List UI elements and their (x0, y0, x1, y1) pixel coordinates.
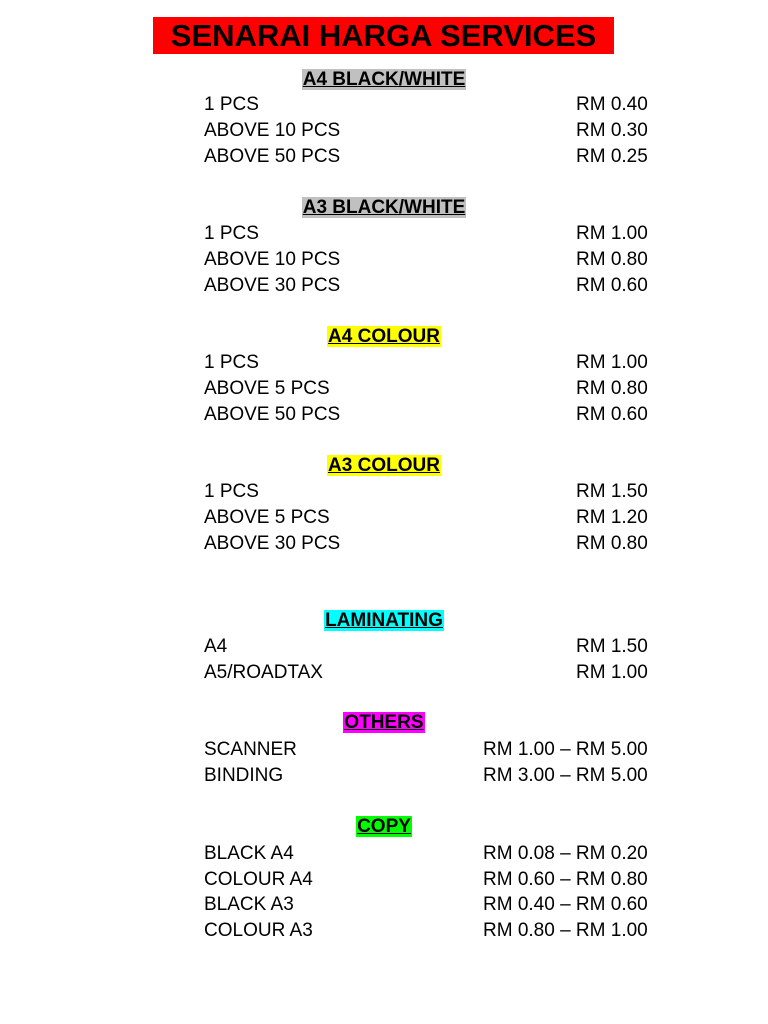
section-heading-label: A4 COLOUR (328, 326, 440, 347)
item-label: COLOUR A4 (204, 869, 313, 890)
section-heading-label: A3 BLACK/WHITE (302, 197, 466, 218)
item-price: RM 0.80 (576, 533, 648, 554)
item-price: RM 0.25 (576, 146, 648, 167)
section-heading-label: OTHERS (344, 712, 424, 733)
section-heading-a3-bw (0, 197, 768, 219)
page-title: SENARAI HARGA SERVICES (153, 17, 614, 54)
item-price: RM 1.00 (576, 352, 648, 373)
section-heading-a4-bw (0, 69, 768, 91)
section-heading-copy (0, 816, 768, 838)
item-price: RM 1.00 (576, 662, 648, 683)
item-price: RM 0.60 (576, 275, 648, 296)
item-price: RM 0.80 (576, 378, 648, 399)
item-label: SCANNER (204, 739, 297, 760)
item-label: ABOVE 5 PCS (204, 378, 330, 399)
section-heading-label: COPY (357, 816, 411, 837)
item-label: BLACK A4 (204, 843, 294, 864)
item-label: COLOUR A3 (204, 920, 313, 941)
item-label: ABOVE 30 PCS (204, 275, 341, 296)
item-label: 1 PCS (204, 94, 259, 115)
item-label: BLACK A3 (204, 894, 294, 915)
section-heading-label: A3 COLOUR (328, 455, 440, 476)
item-price: RM 1.20 (576, 507, 648, 528)
section-heading-label: LAMINATING (325, 610, 443, 631)
item-price: RM 1.00 (576, 223, 648, 244)
item-price: RM 0.40 – RM 0.60 (483, 894, 648, 915)
item-label: ABOVE 5 PCS (204, 507, 330, 528)
item-price: RM 0.40 (576, 94, 648, 115)
section-heading-label: A4 BLACK/WHITE (302, 69, 466, 90)
item-label: BINDING (204, 765, 284, 786)
item-price: RM 1.00 – RM 5.00 (483, 739, 648, 760)
item-price: RM 0.80 – RM 1.00 (483, 920, 648, 941)
item-label: 1 PCS (204, 352, 259, 373)
item-label: A4 (204, 636, 228, 657)
item-price: RM 1.50 (576, 636, 648, 657)
item-label: ABOVE 30 PCS (204, 533, 341, 554)
item-label: ABOVE 10 PCS (204, 120, 341, 141)
item-price: RM 1.50 (576, 481, 648, 502)
item-price: RM 0.60 (576, 404, 648, 425)
item-price: RM 0.30 (576, 120, 648, 141)
section-heading-others (0, 712, 768, 734)
item-label: ABOVE 50 PCS (204, 146, 341, 167)
item-price: RM 0.80 (576, 249, 648, 270)
item-label: A5/ROADTAX (204, 662, 323, 683)
item-label: 1 PCS (204, 223, 259, 244)
item-label: ABOVE 50 PCS (204, 404, 341, 425)
item-price: RM 0.60 – RM 0.80 (483, 869, 648, 890)
section-heading-laminating (0, 610, 768, 632)
item-price: RM 0.08 – RM 0.20 (483, 843, 648, 864)
section-heading-a4-colour (0, 326, 768, 348)
item-label: ABOVE 10 PCS (204, 249, 341, 270)
item-price: RM 3.00 – RM 5.00 (483, 765, 648, 786)
item-label: 1 PCS (204, 481, 259, 502)
section-heading-a3-colour (0, 455, 768, 477)
